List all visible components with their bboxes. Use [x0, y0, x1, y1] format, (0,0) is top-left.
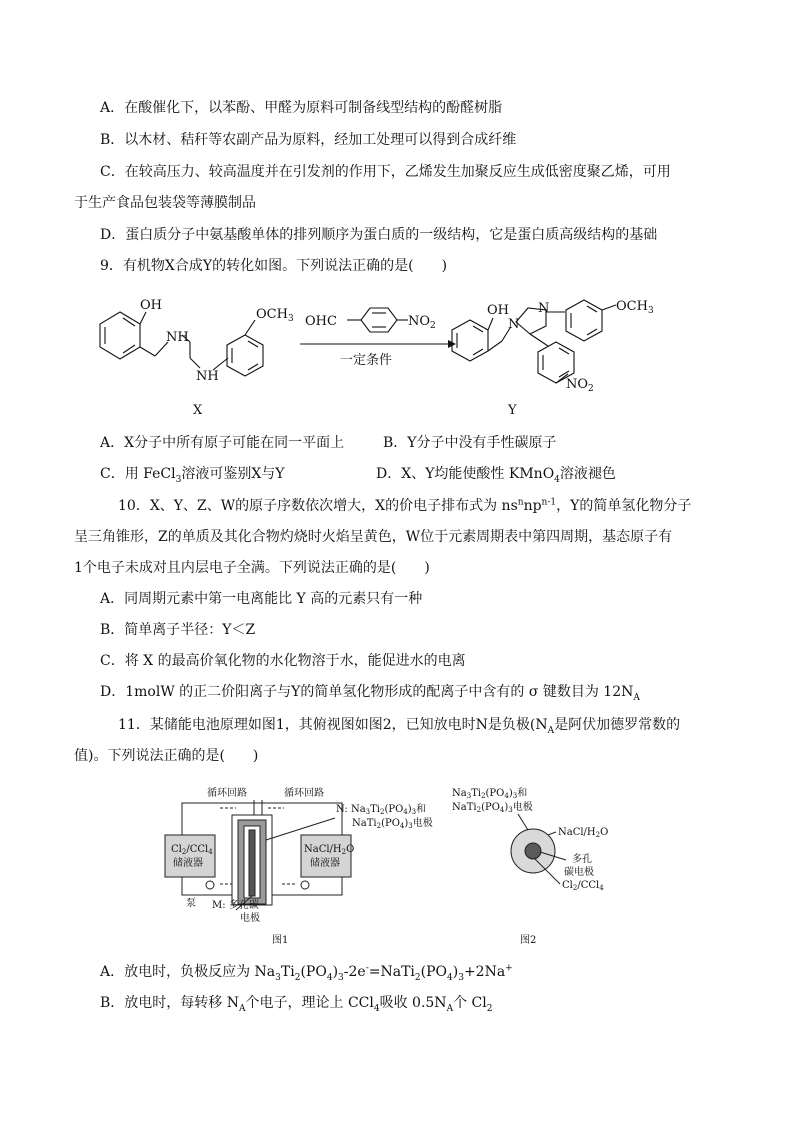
q10-option-d: D．1molW 的正二价阳离子与Y的简单氢化物形成的配离子中含有的 σ 键数目为 $12N_A$: [100, 684, 640, 703]
q9-option-c: C．用 FeCl$_3$溶液可鉴别X与Y: [100, 466, 285, 485]
pump-left: [206, 881, 214, 889]
label-x: X: [193, 403, 203, 418]
q11-option-a: A．放电时，负极反应为 $Na_3Ti_2(PO_4)_3-2e^-=NaTi_2(PO_4)_3+2Na^+$: [100, 963, 513, 983]
fig2-porous-label-1: 多孔: [572, 854, 592, 865]
fig2-caption: 图2: [520, 935, 537, 946]
q10-stem-line2: 呈三角锥形，Z的单质及其化合物灼烧时火焰呈黄色，W位于元素周期表中第四周期，基态原子有: [74, 529, 673, 545]
fig2-cl2-label: $Cl_2/CCl_4$: [562, 880, 604, 892]
y-oh: OH: [487, 303, 509, 318]
loop-left-label: 循环回路: [207, 788, 247, 799]
q10-option-c: C．将 X 的最高价氧化物的水化物溶于水，能促进水的电离: [100, 653, 466, 669]
q8-option-c-line1: C．在较高压力、较高温度并在引发剂的作用下，乙烯发生加聚反应生成低密度聚乙烯，可用: [100, 164, 671, 180]
fig2-inner-core: [525, 843, 541, 859]
q10-option-b: B．简单离子半径：Y＜Z: [100, 622, 256, 638]
x-oh: OH: [140, 298, 162, 313]
loop-right-label: 循环回路: [284, 788, 324, 799]
tank-right-label-2: 储液器: [310, 858, 340, 869]
pump-label: 泵: [186, 898, 196, 909]
q10-stem-line3: 1个电子未成对且内层电子全满。下列说法正确的是( ): [74, 560, 430, 576]
tank-left-label-1: $Cl_2/CCl_4$: [171, 844, 213, 856]
y-och3: $OCH_3$: [616, 299, 654, 316]
reagent-ohc: OHC: [305, 314, 337, 329]
q8-option-b: B．以木材、秸秆等农副产品为原料，经加工处理可以得到合成纤维: [100, 132, 517, 148]
tank-left-label-2: 储液器: [173, 858, 203, 869]
fig2-porous-label-2: 碳电极: [564, 867, 594, 878]
label-y: Y: [508, 403, 517, 418]
fig2-top-label-2: $NaTi_2(PO_4)_3$电极: [452, 802, 533, 814]
reagent-no2: $NO_2$: [408, 314, 436, 331]
q8-option-c-line2: 于生产食品包装袋等薄膜制品: [74, 195, 256, 211]
x-nh-2: NH: [196, 369, 219, 384]
tank-right-label-1: NaCl/$H_2O$: [304, 844, 355, 856]
q9-option-a: A．X分子中所有原子可能在同一平面上: [100, 435, 345, 451]
q8-option-d: D．蛋白质分子中氨基酸单体的排列顺序为蛋白质的一级结构，它是蛋白质高级结构的基础: [100, 227, 658, 243]
y-no2: $NO_2$: [566, 377, 594, 394]
fig2-nacl-label: NaCl/$H_2O$: [558, 827, 609, 839]
fig2-top-label-1: $Na_3Ti_2(PO_4)_3$和: [452, 788, 528, 800]
fig1-caption: 图1: [272, 935, 289, 946]
y-n-1: N: [508, 317, 520, 332]
q9-reaction-scheme: [0, 290, 794, 430]
reaction-condition: 一定条件: [340, 353, 393, 368]
m-label-2: 电极: [240, 913, 260, 924]
tank-right: [301, 835, 351, 877]
q8-option-a: A．在酸催化下，以苯酚、甲醛为原料可制备线型结构的酚醛树脂: [100, 100, 503, 116]
q11-stem-line2: 值)。下列说法正确的是( ): [74, 748, 259, 764]
x-och3: $OCH_3$: [256, 307, 294, 324]
q10-stem-line1: 10．X、Y、Z、W的原子序数依次增大，X的价电子排布式为 $ns^nnp^{n-1}$，Y的简单氢化物分子: [118, 497, 692, 514]
y-n-2: N: [538, 301, 550, 316]
tank-left: [165, 835, 215, 877]
q9-stem: 9．有机物X合成Y的转化如图。下列说法正确的是( ): [100, 258, 448, 274]
n-label-1: N: $Na_3Ti_2(PO_4)_3$和: [336, 804, 427, 816]
m-label-1: M: 多孔碳: [212, 900, 259, 911]
q11-figures: [0, 780, 794, 950]
n-label-2: $NaTi_2(PO_4)_3$电极: [352, 818, 433, 830]
x-nh-1: NH: [166, 330, 189, 345]
pump-right: [301, 881, 309, 889]
q11-stem-line1: 11．某储能电池原理如图1，其俯视图如图2，已知放电时N是负极($N_A$是阿伏加德罗常数的: [118, 717, 681, 736]
q11-option-b: B．放电时，每转移 $N_A$个电子，理论上 CCl$_4$吸收 $0.5N_A$个 $Cl_2$: [100, 995, 493, 1014]
q10-option-a: A．同周期元素中第一电离能比 Y 高的元素只有一种: [100, 591, 423, 607]
q9-option-d: D．X、Y均能使酸性 KMnO$_4$溶液褪色: [376, 466, 616, 485]
q9-option-b: B．Y分子中没有手性碳原子: [383, 435, 557, 451]
